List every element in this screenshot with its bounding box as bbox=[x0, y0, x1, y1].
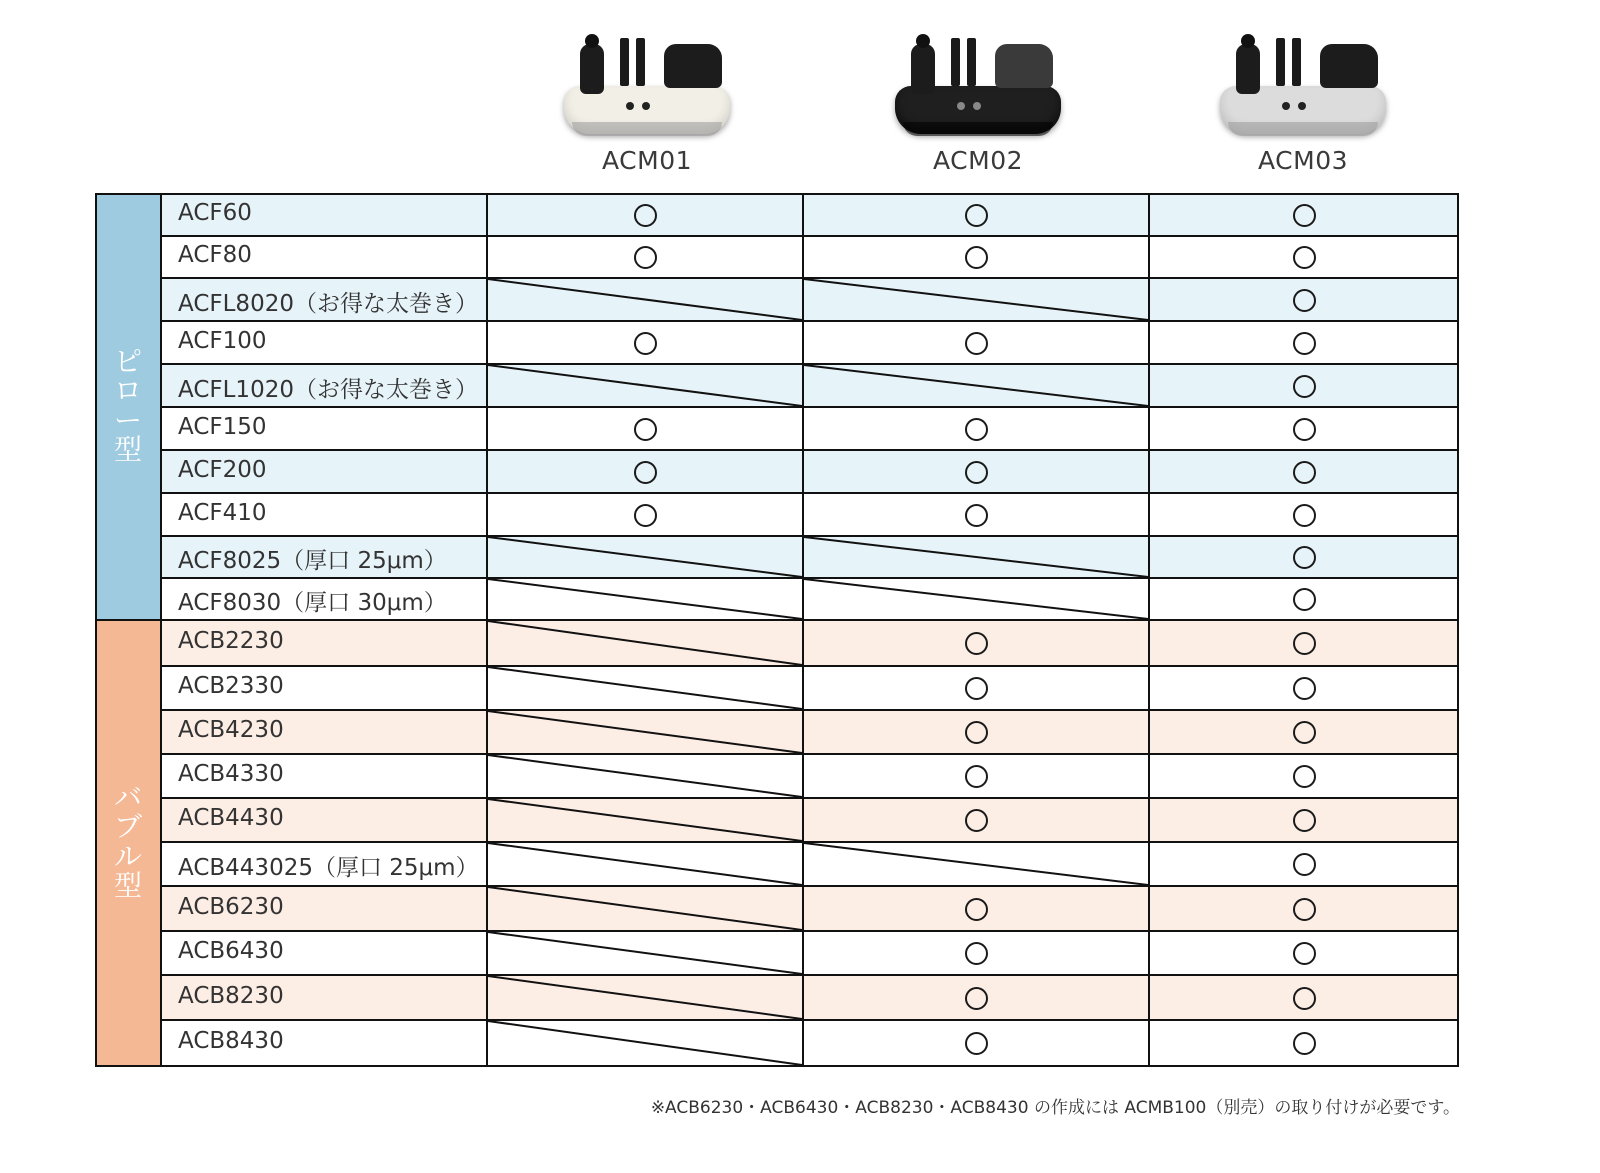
not-supported-slash bbox=[488, 365, 802, 406]
not-supported-slash bbox=[804, 579, 1148, 619]
not-supported-slash bbox=[488, 799, 802, 841]
product-name: ACF410 bbox=[178, 499, 267, 526]
product-name: ACB8230 bbox=[178, 982, 284, 1009]
group-label-char: 型 bbox=[113, 433, 142, 467]
not-supported-slash bbox=[488, 755, 802, 797]
product-name: ACB8430 bbox=[178, 1028, 284, 1054]
product-name: ACB4430 bbox=[178, 805, 284, 831]
machine-image bbox=[558, 30, 736, 142]
group-label-char: ロ bbox=[113, 374, 142, 408]
group-label-char: ピ bbox=[113, 345, 142, 378]
product-name: ACFL8020（お得な太巻き） bbox=[178, 290, 478, 317]
product-name: ACF200 bbox=[178, 456, 267, 483]
group-label-char: ー bbox=[113, 403, 142, 437]
machine-acm01 bbox=[532, 30, 762, 175]
product-name: ACB6230 bbox=[178, 893, 284, 920]
not-supported-slash bbox=[804, 537, 1148, 577]
product-name: ACB2230 bbox=[178, 628, 284, 654]
not-supported-slash bbox=[488, 621, 802, 665]
product-name: ACF100 bbox=[178, 327, 267, 354]
product-name: ACF8030（厚口 30μm） bbox=[178, 590, 447, 616]
not-supported-slash bbox=[804, 843, 1148, 885]
product-name: ACF60 bbox=[178, 200, 252, 226]
product-name: ACB4330 bbox=[178, 761, 284, 787]
not-supported-slash bbox=[488, 579, 802, 619]
not-supported-slash bbox=[488, 887, 802, 930]
machine-image bbox=[889, 30, 1067, 142]
product-name: ACFL1020（お得な太巻き） bbox=[178, 376, 478, 403]
machine-name: ACM02 bbox=[933, 146, 1023, 175]
not-supported-slash bbox=[488, 932, 802, 974]
product-name: ACB443025（厚口 25μm） bbox=[178, 855, 479, 881]
not-supported-slash bbox=[488, 537, 802, 577]
product-name: ACB2330 bbox=[178, 673, 284, 699]
group-label-char: ル bbox=[113, 839, 142, 873]
not-supported-slash bbox=[804, 365, 1148, 406]
machine-name: ACM03 bbox=[1258, 146, 1348, 175]
product-name: ACF80 bbox=[178, 242, 252, 268]
not-supported-slash bbox=[488, 711, 802, 753]
not-supported-slash bbox=[488, 976, 802, 1019]
not-supported-slash bbox=[804, 279, 1148, 320]
group-label-char: バ bbox=[113, 781, 142, 814]
machine-acm02 bbox=[863, 30, 1093, 175]
product-name: ACF150 bbox=[178, 413, 267, 440]
product-name: ACB6430 bbox=[178, 938, 284, 964]
product-name: ACB4230 bbox=[178, 717, 284, 743]
not-supported-slash bbox=[488, 279, 802, 320]
compatibility-table bbox=[95, 194, 1459, 1066]
footnote: ※ACB6230・ACB6430・ACB8230・ACB8430 の作成には ACMB100（別売）の取り付けが必要です。 bbox=[650, 1098, 1460, 1118]
group-label-char: ブ bbox=[113, 810, 142, 844]
not-supported-slash bbox=[488, 843, 802, 885]
not-supported-slash bbox=[488, 1021, 802, 1065]
not-supported-slash bbox=[488, 667, 802, 709]
group-label-char: 型 bbox=[113, 869, 142, 903]
machine-image bbox=[1214, 30, 1392, 142]
machine-acm03 bbox=[1188, 30, 1418, 175]
product-name: ACF8025（厚口 25μm） bbox=[178, 548, 447, 574]
not-supported-slash-layer bbox=[95, 194, 1459, 1066]
machine-name: ACM01 bbox=[602, 146, 692, 175]
